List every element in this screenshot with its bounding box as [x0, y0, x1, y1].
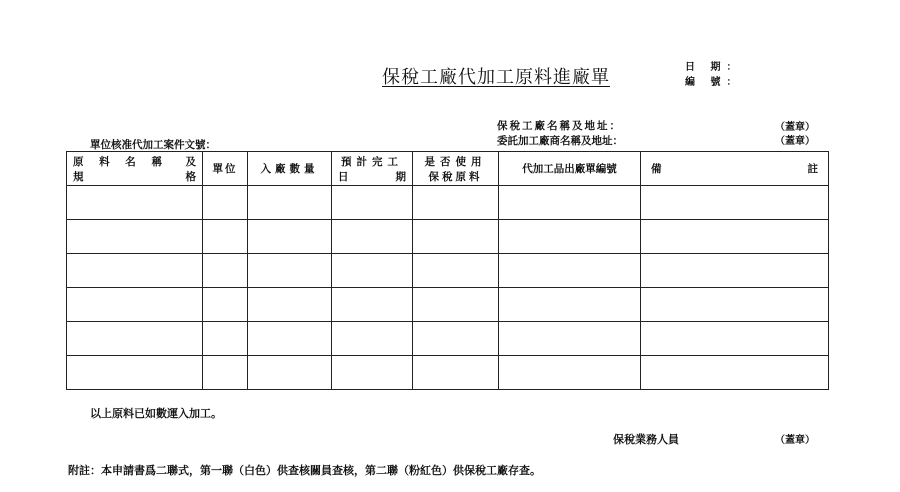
cell-material[interactable] — [67, 254, 203, 288]
table-row — [67, 322, 829, 356]
cell-completion-date[interactable] — [332, 288, 413, 322]
cell-unit[interactable] — [203, 220, 248, 254]
header-date-day: 日 — [338, 170, 349, 183]
staff-seal-label: （蓋章） — [775, 435, 815, 446]
cell-outbound-number[interactable] — [499, 186, 641, 220]
cell-material[interactable] — [67, 186, 203, 220]
header-bonded-line1: 是否使用 — [424, 155, 487, 168]
cell-unit[interactable] — [203, 322, 248, 356]
cell-unit[interactable] — [203, 254, 248, 288]
cell-bonded[interactable] — [413, 186, 499, 220]
cell-outbound-number[interactable] — [499, 356, 641, 390]
client-seal-label: （蓋章） — [775, 136, 815, 147]
cell-bonded[interactable] — [413, 322, 499, 356]
cell-completion-date[interactable] — [332, 356, 413, 390]
cell-unit[interactable] — [203, 186, 248, 220]
cell-unit[interactable] — [203, 356, 248, 390]
header-date-line1: 預計完工 — [341, 155, 403, 168]
cell-quantity[interactable] — [248, 186, 332, 220]
cell-remarks[interactable] — [641, 356, 829, 390]
footnote: 附註：本申請書爲二聯式，第一聯（白色）供查核關員查核，第二聯（粉紅色）供保稅工廠存查。 — [68, 464, 541, 477]
cell-quantity[interactable] — [248, 220, 332, 254]
form-title: 保稅工廠代加工原料進廠單 — [382, 67, 610, 88]
cell-material[interactable] — [67, 220, 203, 254]
table-row — [67, 220, 829, 254]
header-completion-date — [332, 152, 413, 186]
cell-material[interactable] — [67, 356, 203, 390]
header-outbound-number — [499, 152, 641, 186]
approval-doc-label: 單位核准代加工案件文號： — [90, 139, 216, 151]
cell-quantity[interactable] — [248, 288, 332, 322]
cell-bonded[interactable] — [413, 220, 499, 254]
cell-outbound-number[interactable] — [499, 288, 641, 322]
date-label: 日 期： — [685, 62, 743, 73]
header-bonded-line2: 保稅原料 — [428, 170, 483, 183]
header-spec-left: 規 — [73, 170, 84, 183]
cell-quantity[interactable] — [248, 356, 332, 390]
cell-material[interactable] — [67, 288, 203, 322]
header-quantity-text: 入廠數量 — [260, 163, 319, 175]
client-name-label: 委託加工廠商名稱及地址： — [497, 135, 623, 147]
number-label: 編 號： — [685, 77, 743, 88]
cell-completion-date[interactable] — [332, 186, 413, 220]
header-remarks-left: 備 — [651, 163, 662, 175]
cell-unit[interactable] — [203, 288, 248, 322]
cell-bonded[interactable] — [413, 356, 499, 390]
received-statement: 以上原料已如數運入加工。 — [90, 407, 222, 420]
header-material-and: 及 — [185, 155, 196, 168]
cell-remarks[interactable] — [641, 322, 829, 356]
cell-outbound-number[interactable] — [499, 220, 641, 254]
cell-completion-date[interactable] — [332, 322, 413, 356]
header-material-text: 原 料 名 稱 — [73, 155, 168, 168]
header-date-period: 期 — [395, 170, 406, 183]
cell-remarks[interactable] — [641, 220, 829, 254]
staff-label: 保稅業務人員 — [613, 433, 679, 446]
header-remarks — [641, 152, 829, 186]
header-material-spec — [67, 152, 203, 186]
header-outbound-text: 代加工品出廠單編號 — [522, 163, 617, 175]
cell-quantity[interactable] — [248, 322, 332, 356]
cell-remarks[interactable] — [641, 186, 829, 220]
header-quantity — [248, 152, 332, 186]
cell-remarks[interactable] — [641, 254, 829, 288]
cell-quantity[interactable] — [248, 254, 332, 288]
factory-name-label: 保稅工廠名稱及地址： — [497, 120, 622, 132]
cell-bonded[interactable] — [413, 254, 499, 288]
table-row — [67, 254, 829, 288]
factory-seal-label: （蓋章） — [775, 122, 815, 133]
header-unit-text: 單位 — [212, 163, 238, 175]
cell-outbound-number[interactable] — [499, 322, 641, 356]
header-spec-right: 格 — [185, 170, 196, 183]
table-row — [67, 186, 829, 220]
cell-remarks[interactable] — [641, 288, 829, 322]
cell-bonded[interactable] — [413, 288, 499, 322]
cell-material[interactable] — [67, 322, 203, 356]
cell-completion-date[interactable] — [332, 220, 413, 254]
material-table — [66, 151, 829, 390]
table-row — [67, 288, 829, 322]
table-row — [67, 356, 829, 390]
table-header-row — [67, 152, 829, 186]
header-unit — [203, 152, 248, 186]
header-bonded-material — [413, 152, 499, 186]
cell-outbound-number[interactable] — [499, 254, 641, 288]
cell-completion-date[interactable] — [332, 254, 413, 288]
header-remarks-right: 註 — [807, 163, 818, 175]
